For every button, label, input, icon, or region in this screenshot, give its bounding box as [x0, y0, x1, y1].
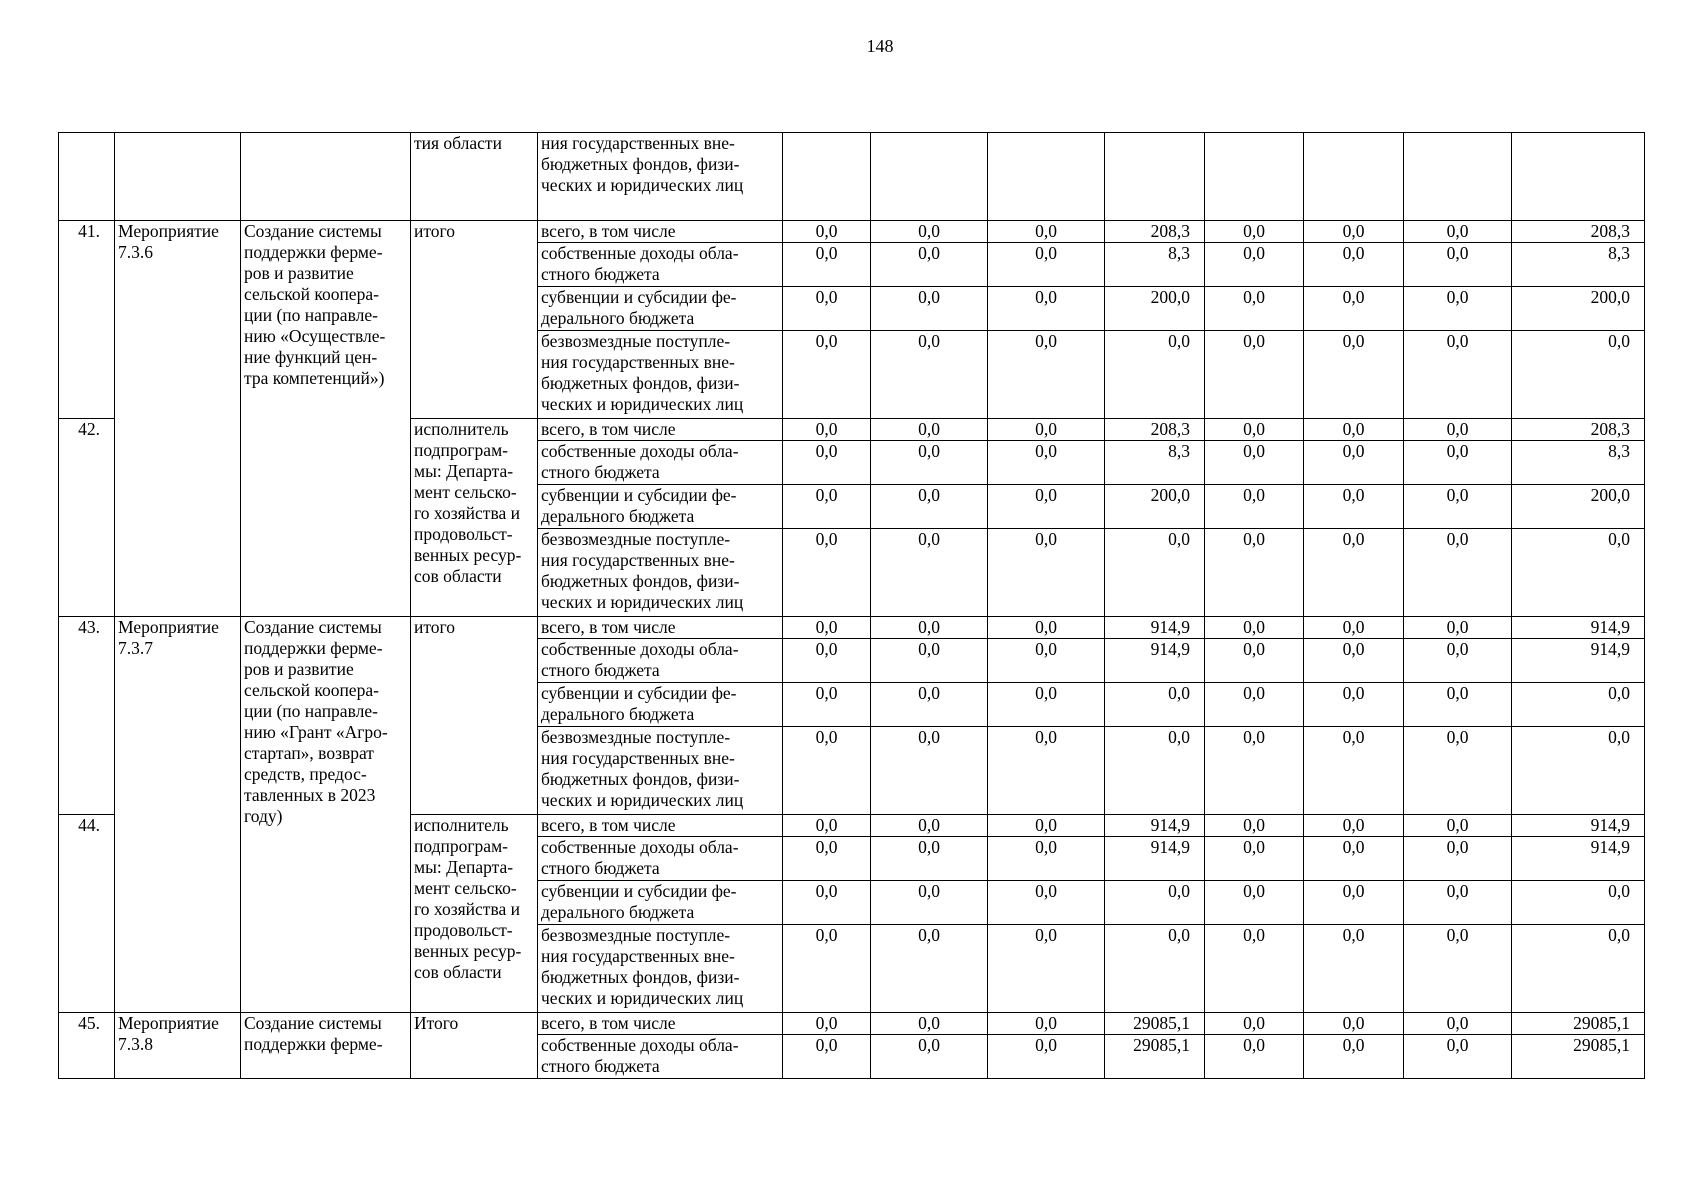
value-cell: 8,3: [1105, 441, 1205, 485]
value-cell: 0,0: [871, 419, 988, 441]
value-cell: [871, 133, 988, 221]
value-cell: 0,0: [988, 485, 1105, 529]
value-cell: 0,0: [1205, 617, 1304, 639]
funding-source-cell: безвозмездные поступле- ния государственных вне- бюджетных фондов, физи- ческих и юридических лиц: [538, 529, 783, 617]
value-cell: 0,0: [871, 925, 988, 1013]
value-cell: 0,0: [1205, 529, 1304, 617]
value-cell: 0,0: [1105, 683, 1205, 727]
value-cell: 0,0: [783, 1035, 871, 1079]
value-cell: [1105, 133, 1205, 221]
value-cell: 0,0: [988, 221, 1105, 243]
value-cell: 0,0: [1205, 485, 1304, 529]
budget-table: [58, 132, 1645, 1079]
value-cell: 0,0: [783, 683, 871, 727]
value-cell: 8,3: [1105, 243, 1205, 287]
value-cell: 0,0: [783, 639, 871, 683]
value-cell: 0,0: [1205, 1035, 1304, 1079]
table-row: [59, 133, 1645, 221]
value-cell: 0,0: [1304, 1035, 1404, 1079]
value-cell: 0,0: [1304, 617, 1404, 639]
funding-source-cell: собственные доходы обла- стного бюджета: [538, 639, 783, 683]
value-cell: 0,0: [1404, 727, 1512, 815]
value-cell: 29085,1: [1512, 1013, 1645, 1035]
value-cell: 0,0: [1205, 815, 1304, 837]
value-cell: 0,0: [871, 221, 988, 243]
value-cell: 0,0: [1304, 419, 1404, 441]
value-cell: 0,0: [871, 287, 988, 331]
value-cell: 0,0: [1304, 925, 1404, 1013]
value-cell: 200,0: [1105, 485, 1205, 529]
funding-source-cell: всего, в том числе: [538, 815, 783, 837]
value-cell: 0,0: [988, 1035, 1105, 1079]
value-cell: 0,0: [783, 221, 871, 243]
value-cell: 914,9: [1512, 815, 1645, 837]
table-row: [59, 1013, 1645, 1035]
value-cell: 0,0: [1404, 881, 1512, 925]
executor-cell: исполнитель подпрограм- мы: Департа- мент сельско- го хозяйства и продовольст- венных ресур- сов области: [411, 419, 538, 617]
value-cell: 29085,1: [1105, 1013, 1205, 1035]
value-cell: 0,0: [1304, 221, 1404, 243]
value-cell: 0,0: [1105, 881, 1205, 925]
value-cell: 0,0: [1205, 881, 1304, 925]
funding-source-cell: всего, в том числе: [538, 617, 783, 639]
executor-cell: тия области: [411, 133, 538, 221]
funding-source-cell: всего, в том числе: [538, 221, 783, 243]
value-cell: 0,0: [871, 243, 988, 287]
page-number: 148: [866, 36, 894, 56]
value-cell: 0,0: [871, 617, 988, 639]
value-cell: 0,0: [1304, 727, 1404, 815]
measure-description-cell: [241, 133, 411, 221]
value-cell: 0,0: [871, 1013, 988, 1035]
funding-source-cell: собственные доходы обла- стного бюджета: [538, 837, 783, 881]
value-cell: 29085,1: [1105, 1035, 1205, 1079]
value-cell: 0,0: [871, 331, 988, 419]
value-cell: 0,0: [1304, 837, 1404, 881]
value-cell: 0,0: [1404, 617, 1512, 639]
value-cell: 0,0: [1205, 287, 1304, 331]
value-cell: 0,0: [783, 485, 871, 529]
value-cell: 914,9: [1512, 837, 1645, 881]
funding-source-cell: безвозмездные поступле- ния государственных вне- бюджетных фондов, физи- ческих и юридических лиц: [538, 925, 783, 1013]
value-cell: 0,0: [783, 331, 871, 419]
value-cell: 914,9: [1105, 837, 1205, 881]
value-cell: 0,0: [1404, 243, 1512, 287]
executor-cell: Итого: [411, 1013, 538, 1079]
value-cell: [1512, 133, 1645, 221]
value-cell: 0,0: [1304, 529, 1404, 617]
value-cell: [783, 133, 871, 221]
value-cell: 0,0: [1205, 683, 1304, 727]
value-cell: 29085,1: [1512, 1035, 1645, 1079]
row-number-cell: 41.: [59, 221, 115, 419]
value-cell: 0,0: [988, 727, 1105, 815]
value-cell: 0,0: [783, 529, 871, 617]
value-cell: 0,0: [871, 529, 988, 617]
value-cell: 0,0: [871, 881, 988, 925]
value-cell: 0,0: [988, 683, 1105, 727]
funding-source-cell: субвенции и субсидии фе- дерального бюджета: [538, 287, 783, 331]
value-cell: 0,0: [1304, 639, 1404, 683]
measure-label-cell: Мероприятие 7.3.8: [115, 1013, 241, 1079]
funding-source-cell: субвенции и субсидии фе- дерального бюджета: [538, 485, 783, 529]
value-cell: 0,0: [1105, 331, 1205, 419]
value-cell: 0,0: [988, 243, 1105, 287]
value-cell: 0,0: [871, 1035, 988, 1079]
value-cell: 200,0: [1105, 287, 1205, 331]
value-cell: 914,9: [1105, 617, 1205, 639]
value-cell: [1304, 133, 1404, 221]
value-cell: 8,3: [1512, 243, 1645, 287]
value-cell: 0,0: [1205, 331, 1304, 419]
value-cell: 0,0: [988, 529, 1105, 617]
value-cell: 0,0: [1304, 485, 1404, 529]
value-cell: 0,0: [1404, 815, 1512, 837]
value-cell: 914,9: [1105, 815, 1205, 837]
value-cell: 0,0: [1105, 727, 1205, 815]
table-row: [59, 617, 1645, 639]
funding-source-cell: собственные доходы обла- стного бюджета: [538, 243, 783, 287]
value-cell: 0,0: [988, 881, 1105, 925]
value-cell: 0,0: [1205, 1013, 1304, 1035]
table-row: [59, 221, 1645, 243]
executor-cell: исполнитель подпрограм- мы: Департа- мент сельско- го хозяйства и продовольст- венных ресур- сов области: [411, 815, 538, 1013]
value-cell: 0,0: [1404, 441, 1512, 485]
value-cell: [1205, 133, 1304, 221]
value-cell: 0,0: [1404, 287, 1512, 331]
funding-source-cell: всего, в том числе: [538, 1013, 783, 1035]
value-cell: 0,0: [1304, 815, 1404, 837]
value-cell: 0,0: [988, 287, 1105, 331]
value-cell: 0,0: [1304, 683, 1404, 727]
value-cell: 0,0: [1205, 441, 1304, 485]
value-cell: 0,0: [988, 837, 1105, 881]
funding-source-cell: субвенции и субсидии фе- дерального бюджета: [538, 683, 783, 727]
value-cell: 914,9: [1105, 639, 1205, 683]
value-cell: 208,3: [1105, 419, 1205, 441]
value-cell: 0,0: [1205, 639, 1304, 683]
value-cell: 0,0: [783, 419, 871, 441]
value-cell: 0,0: [783, 287, 871, 331]
row-number-cell: 44.: [59, 815, 115, 1013]
row-number-cell: [59, 133, 115, 221]
value-cell: 0,0: [1205, 837, 1304, 881]
value-cell: 0,0: [1105, 925, 1205, 1013]
value-cell: 0,0: [1404, 1013, 1512, 1035]
value-cell: 0,0: [988, 331, 1105, 419]
value-cell: 0,0: [1205, 419, 1304, 441]
value-cell: 0,0: [1404, 1035, 1512, 1079]
value-cell: 0,0: [1512, 727, 1645, 815]
value-cell: 0,0: [1304, 243, 1404, 287]
value-cell: 0,0: [988, 925, 1105, 1013]
value-cell: 0,0: [871, 815, 988, 837]
value-cell: 0,0: [871, 683, 988, 727]
value-cell: 208,3: [1512, 419, 1645, 441]
value-cell: 0,0: [1512, 331, 1645, 419]
value-cell: 0,0: [871, 485, 988, 529]
value-cell: 0,0: [1512, 925, 1645, 1013]
value-cell: 0,0: [783, 881, 871, 925]
funding-source-cell: субвенции и субсидии фе- дерального бюджета: [538, 881, 783, 925]
row-number-cell: 45.: [59, 1013, 115, 1079]
value-cell: 0,0: [783, 727, 871, 815]
executor-cell: итого: [411, 221, 538, 419]
value-cell: 8,3: [1512, 441, 1645, 485]
value-cell: 0,0: [871, 441, 988, 485]
value-cell: 0,0: [1205, 221, 1304, 243]
value-cell: 0,0: [1404, 485, 1512, 529]
value-cell: [988, 133, 1105, 221]
measure-description-cell: Создание системы поддержки ферме-: [241, 1013, 411, 1079]
value-cell: 0,0: [1304, 1013, 1404, 1035]
value-cell: 0,0: [783, 617, 871, 639]
value-cell: 0,0: [871, 727, 988, 815]
value-cell: 0,0: [1304, 287, 1404, 331]
measure-label-cell: Мероприятие 7.3.6: [115, 221, 241, 617]
value-cell: 0,0: [1404, 221, 1512, 243]
value-cell: 0,0: [783, 837, 871, 881]
value-cell: 200,0: [1512, 287, 1645, 331]
value-cell: 0,0: [1404, 925, 1512, 1013]
value-cell: 0,0: [1205, 727, 1304, 815]
funding-source-cell: безвозмездные поступле- ния государственных вне- бюджетных фондов, физи- ческих и юридических лиц: [538, 331, 783, 419]
value-cell: 0,0: [1205, 243, 1304, 287]
value-cell: 0,0: [1404, 683, 1512, 727]
funding-source-cell: собственные доходы обла- стного бюджета: [538, 1035, 783, 1079]
value-cell: 0,0: [1512, 529, 1645, 617]
row-number-cell: 42.: [59, 419, 115, 617]
measure-label-cell: [115, 133, 241, 221]
value-cell: 0,0: [783, 815, 871, 837]
executor-cell: итого: [411, 617, 538, 815]
measure-description-cell: Создание системы поддержки ферме- ров и развитие сельской коопера- ции (по направле- нию «Осуществле- ние функций цен- тра компетенций»): [241, 221, 411, 617]
value-cell: 0,0: [1304, 331, 1404, 419]
value-cell: 0,0: [988, 441, 1105, 485]
value-cell: 0,0: [1404, 639, 1512, 683]
value-cell: 0,0: [871, 639, 988, 683]
value-cell: 0,0: [783, 925, 871, 1013]
value-cell: 0,0: [988, 1013, 1105, 1035]
value-cell: 0,0: [1205, 925, 1304, 1013]
value-cell: [1404, 133, 1512, 221]
value-cell: 0,0: [1512, 683, 1645, 727]
row-number-cell: 43.: [59, 617, 115, 815]
value-cell: 0,0: [871, 837, 988, 881]
funding-source-cell: всего, в том числе: [538, 419, 783, 441]
value-cell: 0,0: [1304, 881, 1404, 925]
value-cell: 914,9: [1512, 639, 1645, 683]
value-cell: 208,3: [1105, 221, 1205, 243]
value-cell: 200,0: [1512, 485, 1645, 529]
value-cell: 0,0: [1404, 331, 1512, 419]
value-cell: 0,0: [783, 243, 871, 287]
value-cell: 914,9: [1512, 617, 1645, 639]
value-cell: 0,0: [1404, 419, 1512, 441]
value-cell: 0,0: [1304, 441, 1404, 485]
value-cell: 208,3: [1512, 221, 1645, 243]
value-cell: 0,0: [1512, 881, 1645, 925]
value-cell: 0,0: [988, 617, 1105, 639]
value-cell: 0,0: [783, 441, 871, 485]
value-cell: 0,0: [1404, 529, 1512, 617]
funding-source-cell: ния государственных вне- бюджетных фондов, физи- ческих и юридических лиц: [538, 133, 783, 221]
measure-label-cell: Мероприятие 7.3.7: [115, 617, 241, 1013]
measure-description-cell: Создание системы поддержки ферме- ров и развитие сельской коопера- ции (по направле- нию «Грант «Агро- стартап», возврат средств, предос- тавленных в 2023 году): [241, 617, 411, 1013]
value-cell: 0,0: [988, 639, 1105, 683]
funding-source-cell: собственные доходы обла- стного бюджета: [538, 441, 783, 485]
value-cell: 0,0: [988, 419, 1105, 441]
value-cell: 0,0: [1105, 529, 1205, 617]
value-cell: 0,0: [988, 815, 1105, 837]
value-cell: 0,0: [783, 1013, 871, 1035]
value-cell: 0,0: [1404, 837, 1512, 881]
funding-source-cell: безвозмездные поступле- ния государственных вне- бюджетных фондов, физи- ческих и юридических лиц: [538, 727, 783, 815]
